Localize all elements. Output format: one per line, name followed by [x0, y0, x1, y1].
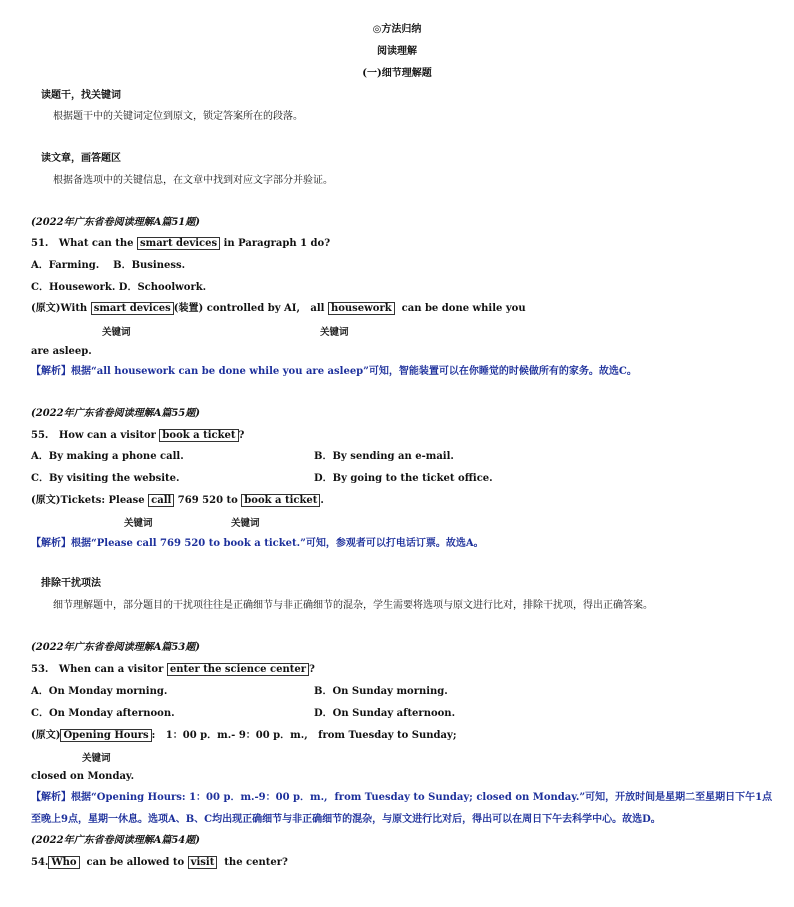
question-stem: [31, 429, 244, 443]
stem-text: 53. When can a visitor: [31, 664, 167, 675]
stem-text: in Paragraph 1 do?: [220, 238, 331, 249]
option-label: D．Schoolwork.: [118, 282, 207, 293]
original-prefix: (原文)Tickets: Please: [31, 495, 149, 506]
question-stem: [31, 237, 330, 251]
tip-title: 读题干，找关键词: [41, 90, 121, 101]
tip-text: 根据题干中的关键词定位到原文，锁定答案所在的段落。: [53, 111, 303, 122]
stem-text: 51. What can the: [31, 238, 137, 249]
tip-text: 根据备选项中的关键信息，在文章中找到对应文字部分并验证。: [53, 175, 333, 186]
analysis-text: 根据“Opening Hours: 1：00 p．m.-9：00 p．m., from Tuesday to Sunday; closed on Monday.”可知，开放时间是星期二至星期日下午1点: [71, 792, 773, 803]
keyword-box: call: [148, 494, 174, 507]
tip-title: 排除干扰项法: [41, 578, 101, 589]
option-c: C．On Monday afternoon.: [31, 708, 175, 719]
stem-text: 55. How can a visitor: [31, 430, 160, 441]
original-text-end: .: [320, 495, 324, 506]
tip-text: 细节理解题中，部分题目的干扰项往往是正确细节与非正确细节的混杂，学生需要将选项与原文进行比对，排除干扰项，得出正确答案。: [53, 600, 653, 611]
original-text-mid: (装置) controlled by AI, all: [173, 303, 328, 314]
keyword-box: smart devices: [91, 302, 174, 315]
stem-text: can be allowed to: [79, 857, 188, 868]
question-stem: [31, 856, 288, 870]
original-text-end: can be done while you: [394, 303, 526, 314]
analysis-text: 根据“all housework can be done while you are asleep”可知，智能装置可以在你睡觉的时候做所有的家务。故选C。: [71, 366, 637, 377]
option-b: B．By sending an e-mail.: [314, 451, 454, 462]
option-b: B．On Sunday morning.: [314, 686, 448, 697]
tip-title: 读文章，画答题区: [41, 153, 121, 164]
question-source: (2022年广东省卷阅读理解A篇55题): [31, 408, 200, 419]
keyword-label: 关键词: [320, 327, 349, 338]
method-heading: ◎方法归纳: [372, 24, 422, 35]
analysis-text: 根据“Please call 769 520 to book a ticket.”可知，参观者可以打电话订票。故选A。: [71, 538, 484, 549]
original-prefix: (原文): [31, 730, 61, 741]
analysis: [31, 365, 637, 379]
subsection-title: (一)细节理解题: [362, 68, 432, 79]
original-prefix: (原文)With: [31, 303, 91, 314]
stem-text: 54.: [31, 857, 49, 868]
analysis-tag: 【解析】: [31, 538, 71, 549]
keyword-label: 关键词: [124, 518, 153, 529]
question-stem: [31, 663, 315, 677]
option-label: C．Housework.: [31, 282, 116, 293]
keyword-label: 关键词: [231, 518, 260, 529]
original-text-end: : 1：00 p．m.- 9：00 p．m., from Tuesday to Sunday;: [151, 730, 457, 741]
question-source: (2022年广东省卷阅读理解A篇53题): [31, 642, 200, 653]
keyword-box: housework: [328, 302, 395, 315]
stem-text: the center?: [217, 857, 288, 868]
keyword-label: 关键词: [82, 753, 111, 764]
option-c: [31, 281, 206, 295]
original-text: [31, 729, 457, 743]
option-label: A．Farming.: [31, 260, 100, 271]
section-title: 阅读理解: [377, 46, 417, 57]
analysis-tag: 【解析】: [31, 366, 71, 377]
stem-text: ?: [308, 664, 315, 675]
original-text-mid: 769 520 to: [174, 495, 242, 506]
stem-text: ?: [238, 430, 245, 441]
analysis-tag: 【解析】: [31, 792, 71, 803]
question-source: (2022年广东省卷阅读理解A篇54题): [31, 835, 200, 846]
option-c: C．By visiting the website.: [31, 473, 180, 484]
keyword-box: Opening Hours: [60, 729, 151, 742]
keyword-label: 关键词: [102, 327, 131, 338]
option-d: D．On Sunday afternoon.: [314, 708, 456, 719]
keyword-box: smart devices: [137, 237, 220, 250]
original-text-continued: closed on Monday.: [31, 771, 135, 782]
option-a: A．On Monday morning.: [31, 686, 168, 697]
keyword-box: Who: [48, 856, 79, 869]
keyword-box: book a ticket: [159, 429, 238, 442]
option-a: [31, 259, 185, 273]
original-text: [31, 302, 526, 316]
option-label: B．Business.: [113, 260, 186, 271]
analysis-continued: 至晚上9点，星期一休息。选项A、B、C均出现正确细节与非正确细节的混杂，与原文进行比对后，得出可以在周日下午去科学中心。故选D。: [31, 814, 661, 825]
original-text-continued: are asleep.: [31, 346, 92, 357]
analysis: [31, 537, 484, 551]
option-d: D．By going to the ticket office.: [314, 473, 493, 484]
keyword-box: visit: [188, 856, 218, 869]
original-text: [31, 494, 324, 508]
analysis: [31, 791, 772, 805]
question-source: (2022年广东省卷阅读理解A篇51题): [31, 217, 200, 228]
keyword-box: enter the science center: [167, 663, 309, 676]
keyword-box: book a ticket: [241, 494, 320, 507]
option-a: A．By making a phone call.: [31, 451, 184, 462]
